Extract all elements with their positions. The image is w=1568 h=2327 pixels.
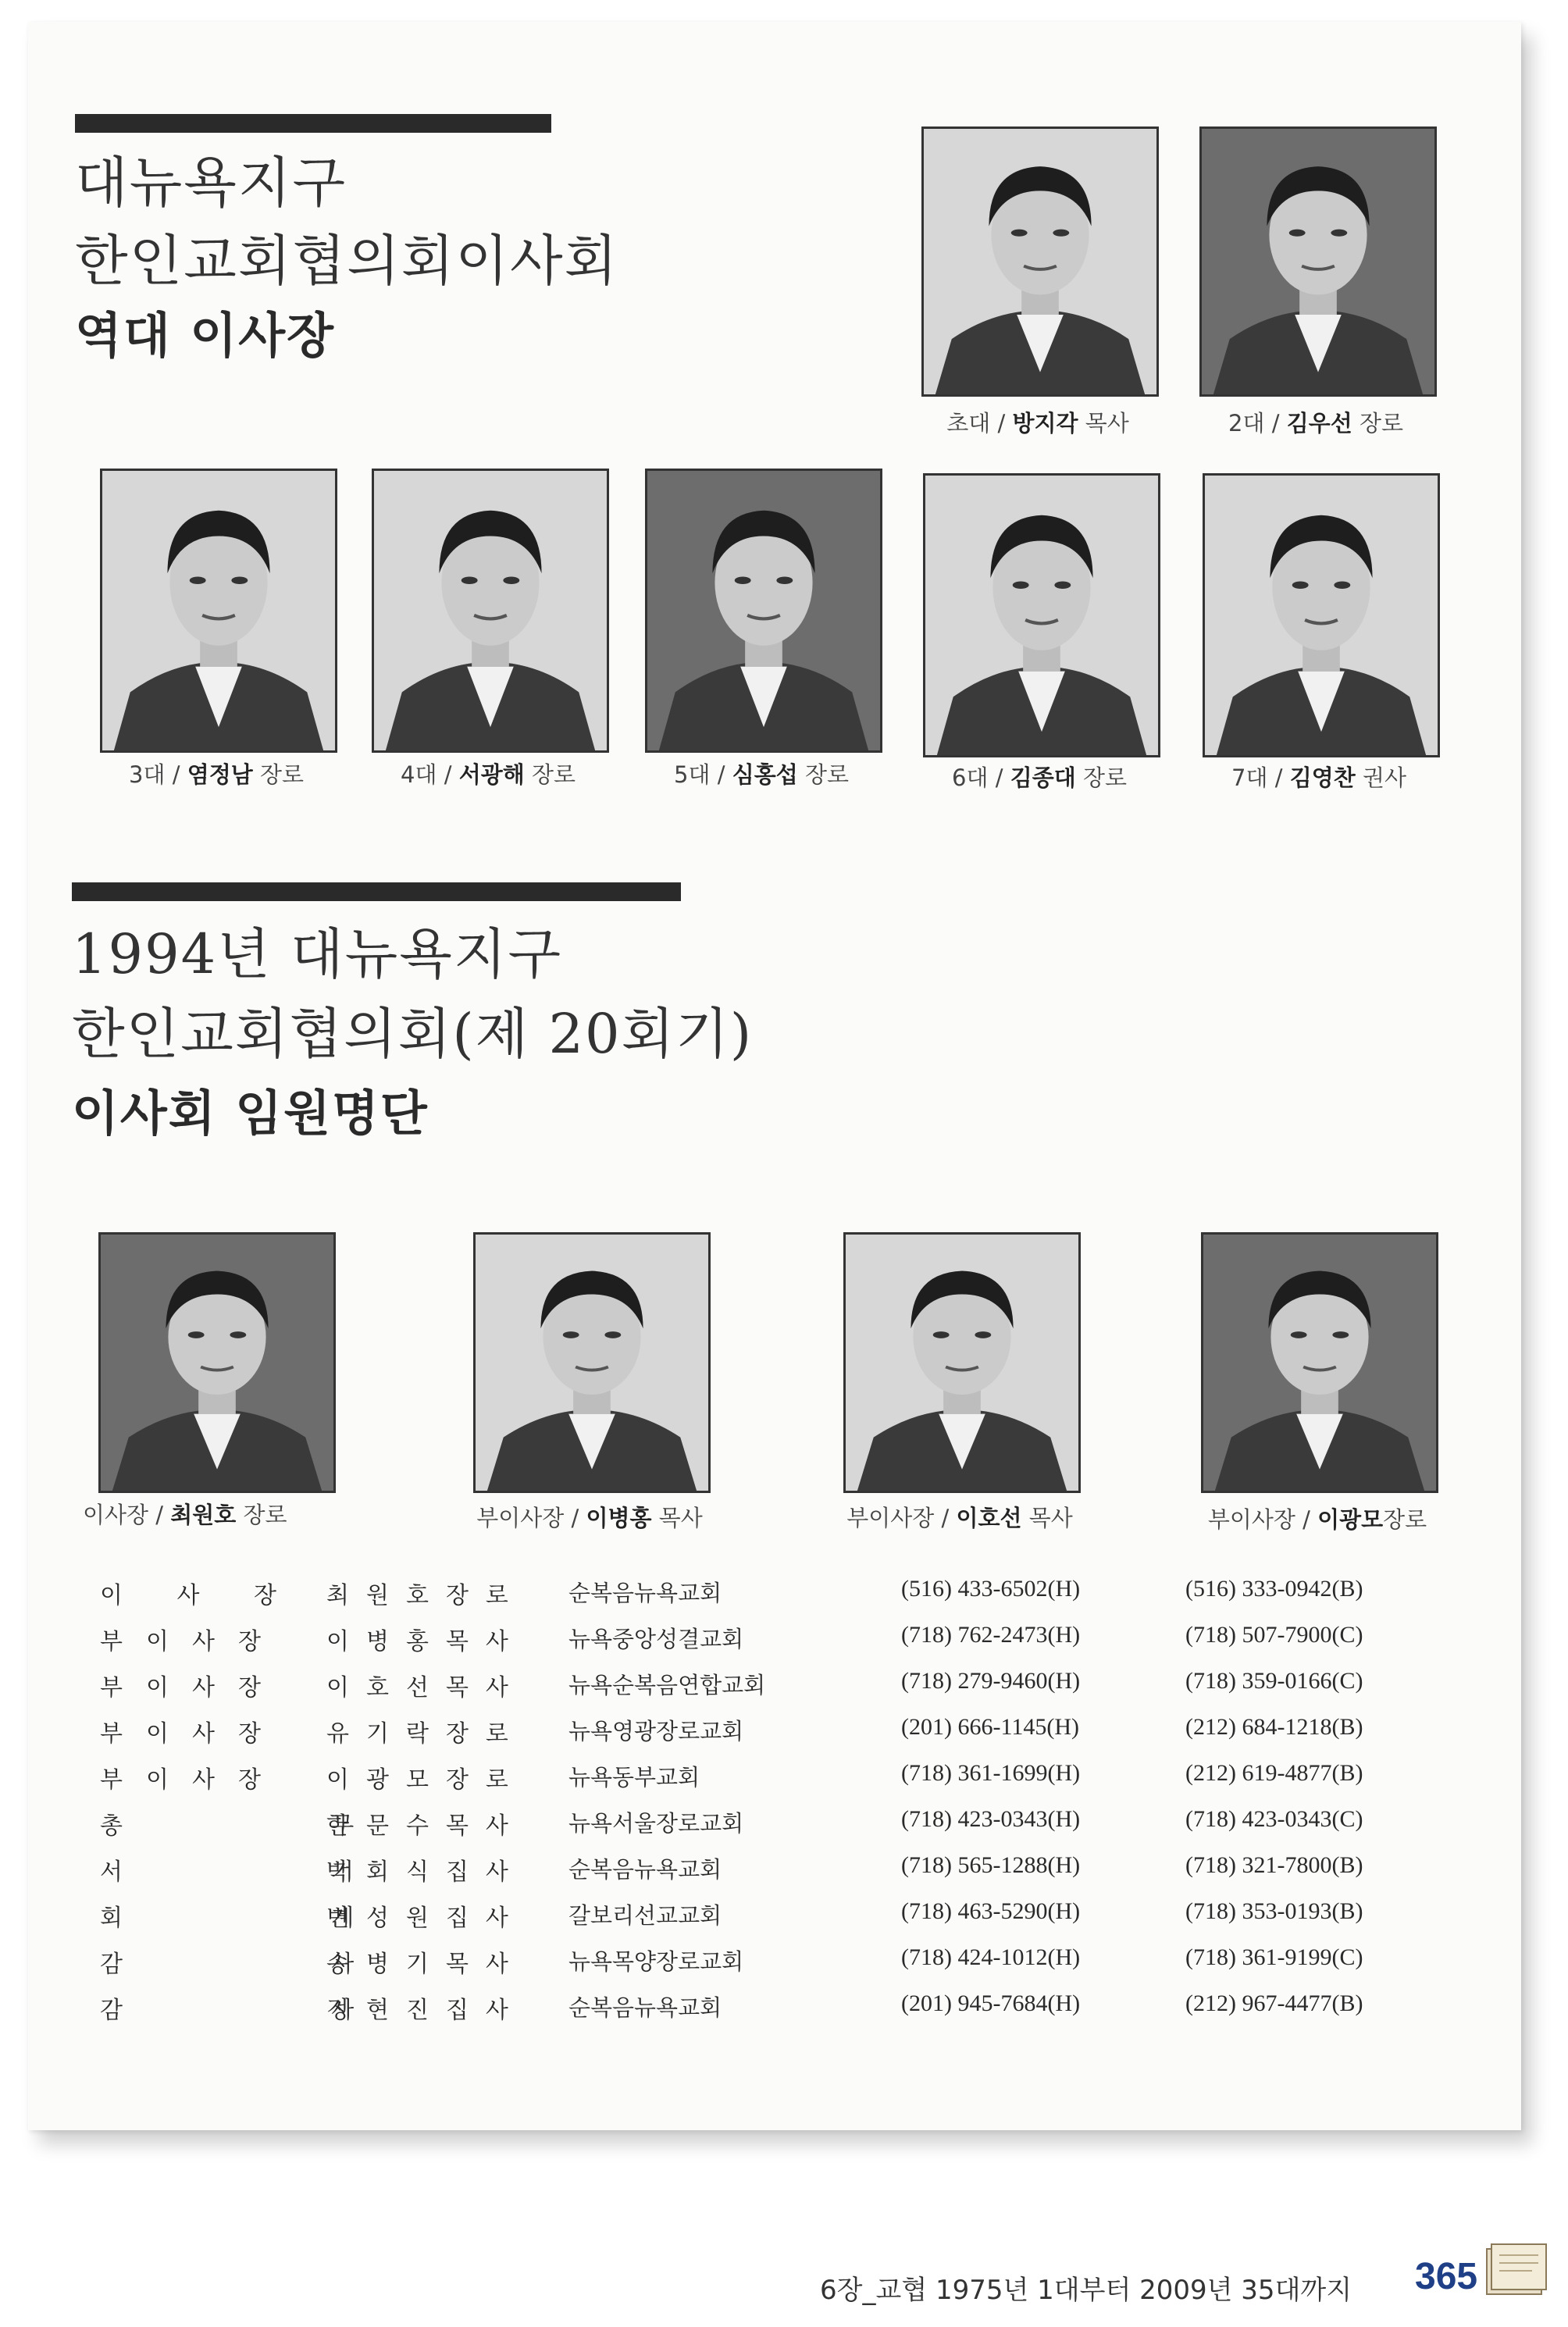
roster-cell-name: 한문수목사 <box>326 1812 526 1840</box>
roster-cell-name: 박회식집사 <box>326 1858 526 1886</box>
roster-cell-phone-other: (516) 333-0942(B) <box>1185 1576 1363 1602</box>
roster-cell-phone-home: (201) 666-1145(H) <box>901 1714 1080 1740</box>
portrait-silhouette <box>925 476 1158 755</box>
roster-cell-phone-home: (718) 565-1288(H) <box>901 1852 1081 1878</box>
roster-cell-church: 뉴욕목양장로교회 <box>568 1948 744 1975</box>
caption-officer-3: 부이사장 / 이호선 목사 <box>846 1505 1073 1531</box>
caption-chair-7: 7대 / 김영찬 권사 <box>1231 764 1406 791</box>
roster-cell-phone-other: (718) 507-7900(C) <box>1185 1622 1363 1648</box>
roster-cell-name: 송병기목사 <box>326 1951 526 1978</box>
roster-cell-phone-other: (718) 423-0343(C) <box>1185 1806 1363 1832</box>
roster-cell-church: 뉴욕영광장로교회 <box>568 1718 744 1744</box>
roster-cell-phone-home: (718) 762-2473(H) <box>901 1622 1081 1648</box>
portrait-photo-chair-2 <box>1199 127 1437 397</box>
portrait-photo-chair-1 <box>921 127 1159 397</box>
portrait-silhouette <box>374 471 607 750</box>
section1-title-line-3: 역대 이사장 <box>75 307 336 364</box>
roster-cell-church: 순복음뉴욕교회 <box>568 1994 722 2021</box>
portrait-photo-chair-3 <box>100 469 337 753</box>
caption-chair-3: 3대 / 염정남 장로 <box>129 761 304 788</box>
roster-cell-position: 감 사 <box>100 1997 378 2024</box>
roster-cell-name: 이광모장로 <box>326 1766 526 1794</box>
caption-chair-1: 초대 / 방지각 목사 <box>946 410 1129 437</box>
caption-officer-4: 부이사장 / 이광모장로 <box>1207 1506 1427 1533</box>
portrait-silhouette <box>1202 129 1434 394</box>
roster-cell-name: 유기락장로 <box>326 1720 526 1748</box>
portrait-silhouette <box>102 471 335 750</box>
roster-cell-position: 이 사 장 <box>100 1582 301 1609</box>
portrait-photo-chair-4 <box>372 469 609 753</box>
section2-title-line-2: 한인교회협의회(제 20회기) <box>72 1002 754 1066</box>
roster-cell-phone-other: (212) 967-4477(B) <box>1185 1990 1363 2016</box>
caption-officer-1: 이사장 / 최원호 장로 <box>83 1502 287 1528</box>
portrait-photo-officer-2 <box>473 1232 711 1493</box>
roster-cell-phone-home: (718) 361-1699(H) <box>901 1760 1081 1786</box>
chapter-footer: 6장_교협 1975년 1대부터 2009년 35대까지 <box>820 2275 1352 2306</box>
portrait-photo-chair-6 <box>923 473 1160 757</box>
portrait-photo-officer-3 <box>843 1232 1081 1493</box>
roster-cell-phone-other: (212) 684-1218(B) <box>1185 1714 1363 1740</box>
roster-cell-church: 순복음뉴욕교회 <box>568 1856 722 1883</box>
page-number: 365 <box>1415 2256 1478 2297</box>
roster-cell-position: 감 사 <box>100 1951 378 1978</box>
roster-cell-phone-home: (718) 463-5290(H) <box>901 1898 1081 1924</box>
book-icon <box>1482 2241 1551 2302</box>
roster-cell-name: 이병홍목사 <box>326 1628 526 1655</box>
roster-cell-name: 최원호장로 <box>326 1582 526 1609</box>
roster-cell-church: 순복음뉴욕교회 <box>568 1580 722 1606</box>
portrait-silhouette <box>1205 476 1438 755</box>
section2-title-line-1: 1994년 대뉴욕지구 <box>72 922 563 986</box>
portrait-silhouette <box>476 1235 708 1491</box>
roster-cell-position: 부이사장 <box>100 1628 284 1655</box>
section1-title-line-1: 대뉴욕지구 <box>75 151 347 215</box>
roster-cell-position: 부이사장 <box>100 1766 284 1794</box>
caption-chair-4: 4대 / 서광해 장로 <box>401 761 576 788</box>
roster-cell-church: 뉴욕순복음연합교회 <box>568 1672 766 1698</box>
section1-rule <box>75 114 551 133</box>
roster-cell-position: 회 계 <box>100 1905 378 1932</box>
caption-chair-5: 5대 / 심홍섭 장로 <box>674 761 849 788</box>
roster-cell-position: 총 무 <box>100 1812 378 1840</box>
roster-cell-phone-other: (718) 321-7800(B) <box>1185 1852 1363 1878</box>
document-page <box>28 22 1521 2130</box>
roster-cell-name: 이호선목사 <box>326 1674 526 1702</box>
roster-cell-phone-other: (212) 619-4877(B) <box>1185 1760 1363 1786</box>
caption-chair-6: 6대 / 김종대 장로 <box>952 764 1127 791</box>
caption-chair-2: 2대 / 김우선 장로 <box>1228 410 1403 437</box>
roster-cell-position: 부이사장 <box>100 1720 284 1748</box>
roster-cell-phone-other: (718) 353-0193(B) <box>1185 1898 1363 1924</box>
section1-title-line-2: 한인교회협의회이사회 <box>75 229 619 293</box>
section2-rule <box>72 882 681 901</box>
roster-cell-phone-home: (718) 279-9460(H) <box>901 1668 1081 1694</box>
caption-officer-2: 부이사장 / 이병홍 목사 <box>476 1505 703 1531</box>
portrait-silhouette <box>101 1235 333 1491</box>
roster-cell-phone-other: (718) 361-9199(C) <box>1185 1944 1363 1970</box>
roster-cell-phone-other: (718) 359-0166(C) <box>1185 1668 1363 1694</box>
portrait-silhouette <box>924 129 1156 394</box>
portrait-photo-chair-5 <box>645 469 882 753</box>
roster-cell-phone-home: (718) 423-0343(H) <box>901 1806 1081 1832</box>
roster-cell-phone-home: (516) 433-6502(H) <box>901 1576 1081 1602</box>
portrait-photo-chair-7 <box>1203 473 1440 757</box>
roster-cell-church: 뉴욕중앙성결교회 <box>568 1626 744 1652</box>
roster-cell-position: 부이사장 <box>100 1674 284 1702</box>
roster-cell-church: 뉴욕동부교회 <box>568 1764 700 1791</box>
roster-cell-phone-home: (718) 424-1012(H) <box>901 1944 1081 1970</box>
portrait-silhouette <box>846 1235 1078 1491</box>
roster-cell-position: 서 기 <box>100 1858 378 1886</box>
roster-cell-church: 뉴욕서울장로교회 <box>568 1810 744 1837</box>
portrait-photo-officer-4 <box>1201 1232 1438 1493</box>
roster-cell-name: 변성원집사 <box>326 1905 526 1932</box>
section2-title-line-3: 이사회 임원명단 <box>72 1085 429 1142</box>
roster-cell-name: 정현진집사 <box>326 1997 526 2024</box>
roster-cell-phone-home: (201) 945-7684(H) <box>901 1990 1081 2016</box>
portrait-silhouette <box>647 471 880 750</box>
portrait-silhouette <box>1203 1235 1436 1491</box>
roster-cell-church: 갈보리선교교회 <box>568 1902 722 1929</box>
portrait-photo-officer-1 <box>98 1232 336 1493</box>
